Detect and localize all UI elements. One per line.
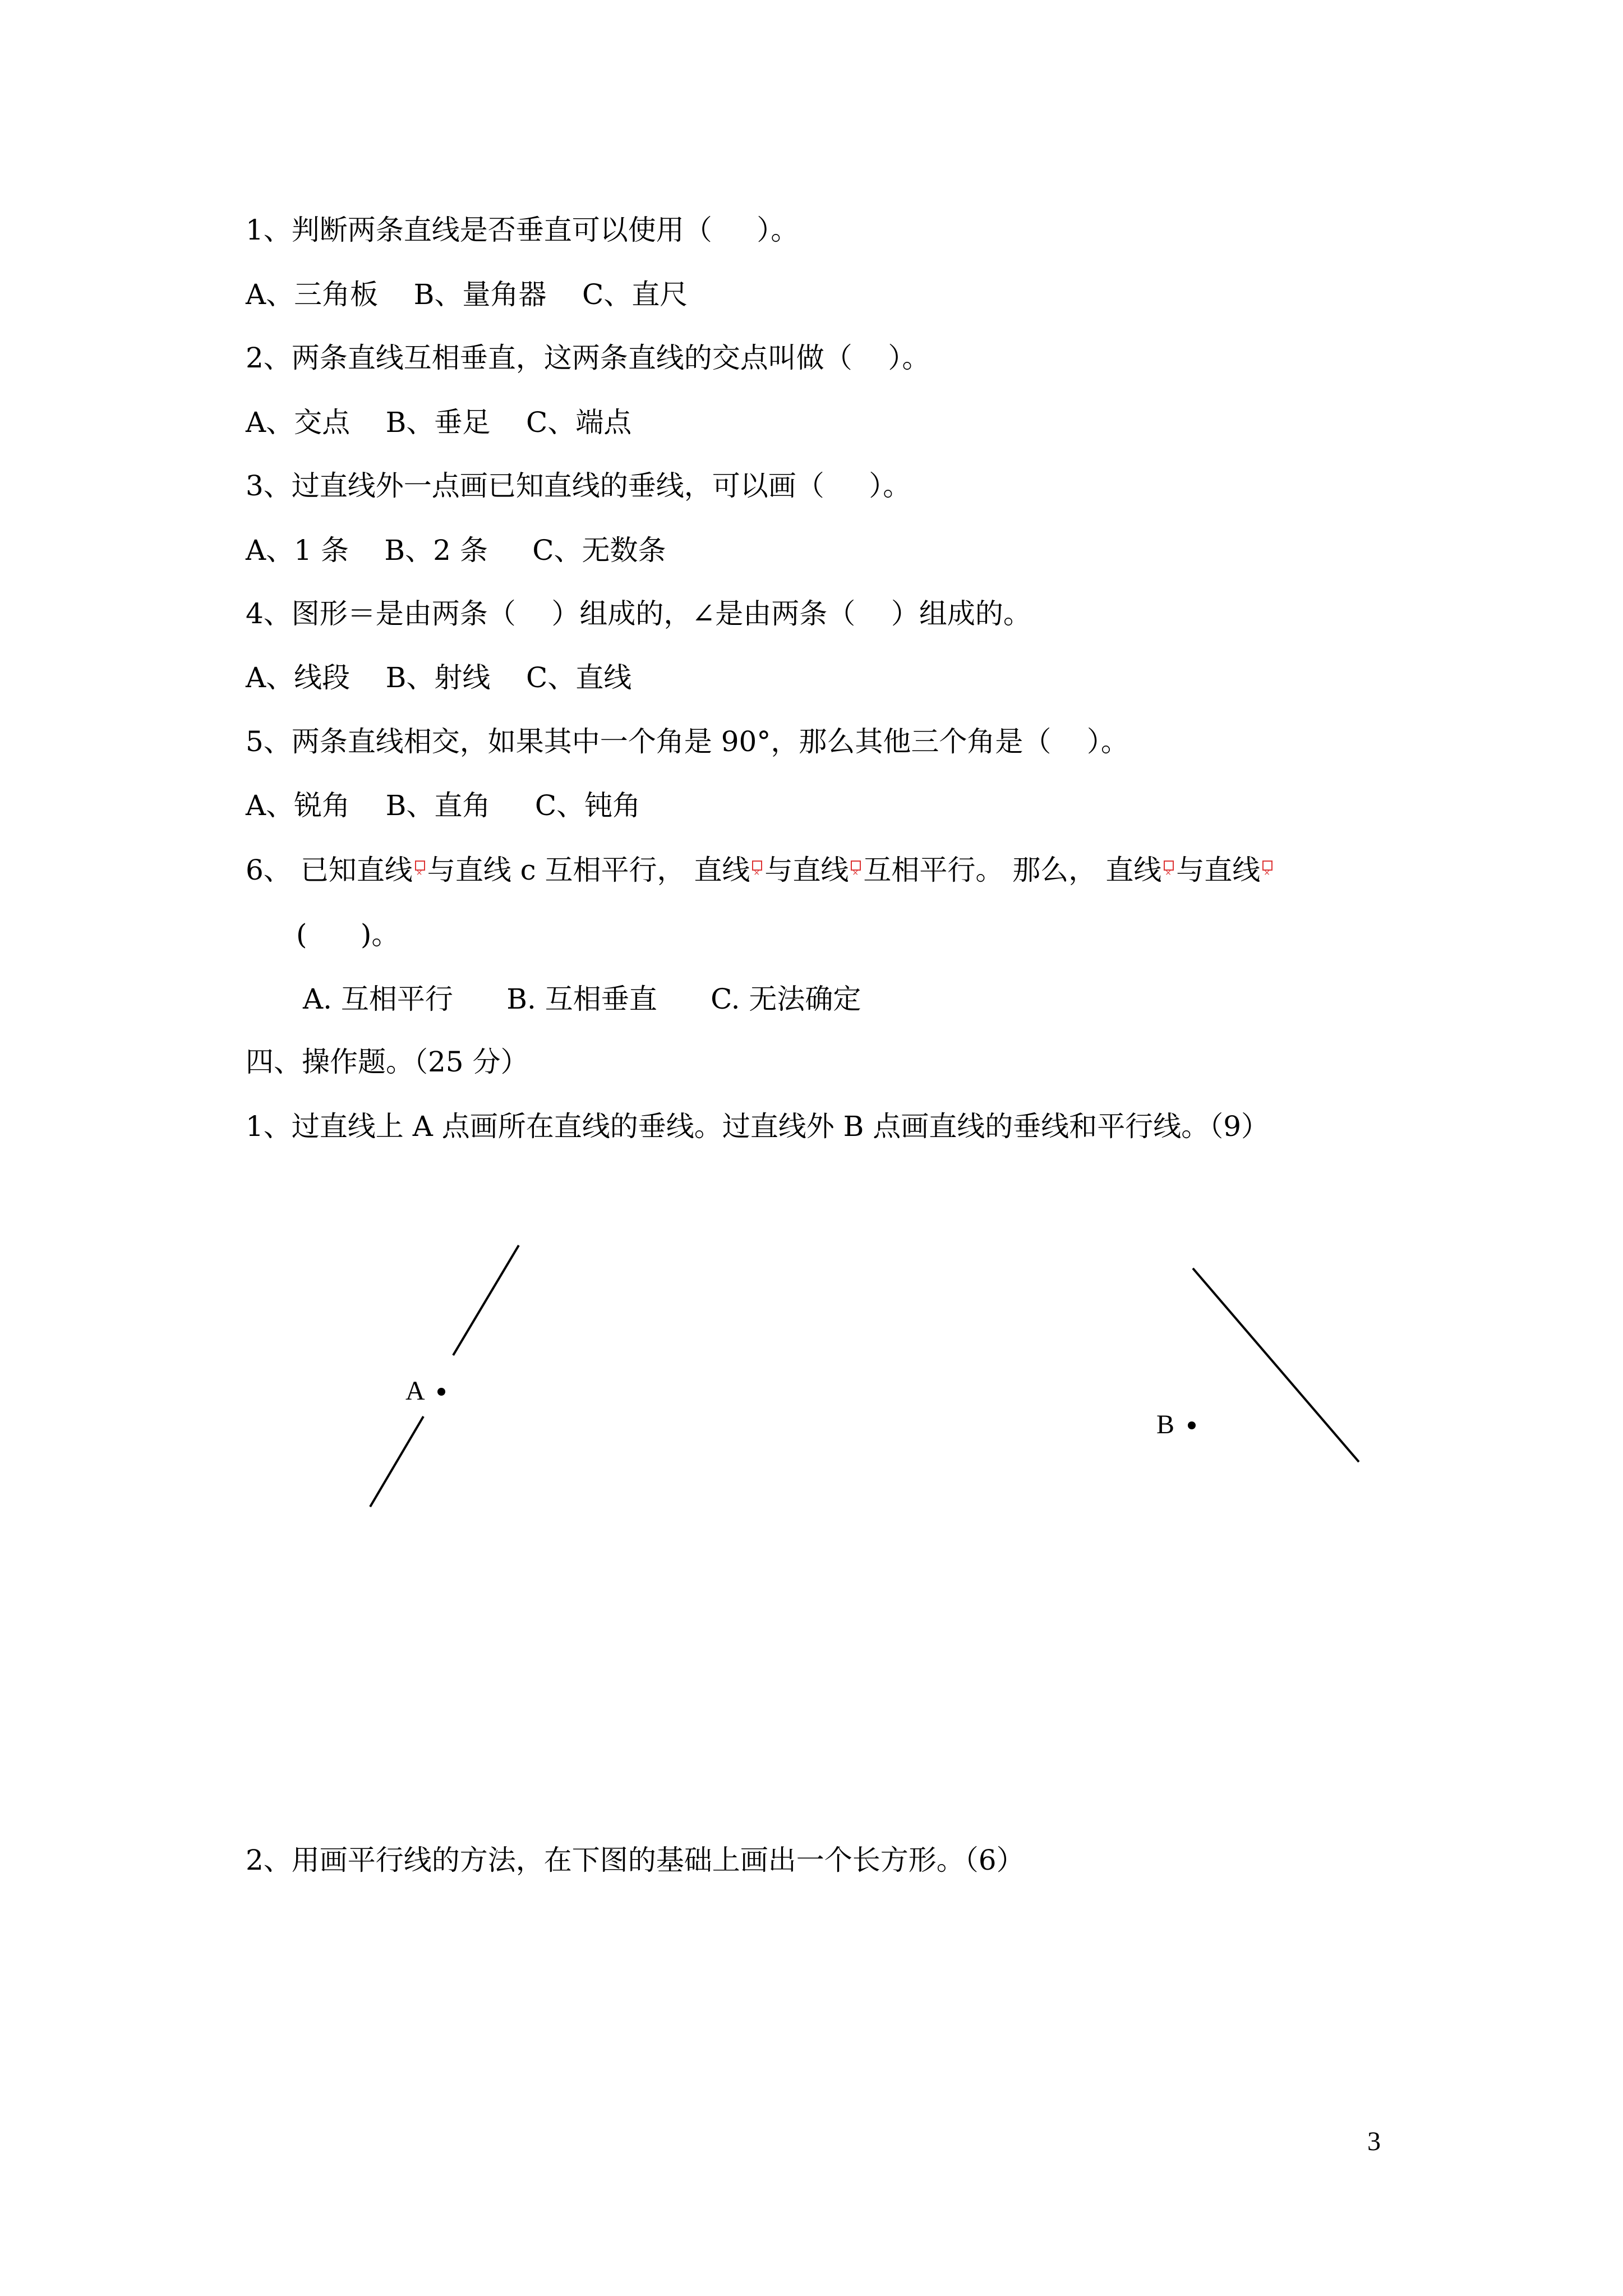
- question-4-stem: 4、图形＝是由两条（ ）组成的，∠是由两条（ ）组成的。: [246, 597, 1031, 630]
- operation-2-text: 2、用画平行线的方法，在下图的基础上画出一个长方形。（6）: [246, 1844, 1025, 1876]
- line-near-b: [1193, 1268, 1359, 1462]
- question-3-stem: 3、过直线外一点画已知直线的垂线，可以画（ ）。: [246, 470, 911, 502]
- question-5-stem: 5、两条直线相交，如果其中一个角是 90°，那么其他三个角是（ ）。: [246, 725, 1129, 758]
- question-6-blank: ( )。: [296, 918, 400, 951]
- question-6-options: A. 互相平行 B. 互相垂直 C. 无法确定: [303, 983, 861, 1015]
- page-number: 3: [1367, 2127, 1381, 2156]
- question-2-stem: 2、两条直线互相垂直，这两条直线的交点叫做（ ）。: [246, 342, 930, 374]
- point-a-dot: [437, 1388, 445, 1396]
- question-1-options: A、三角板 B、量角器 C、直尺: [246, 278, 688, 311]
- q6-part2: 与直线 c 互相平行， 直线: [427, 854, 750, 886]
- q6-part1: 6、 已知直线: [246, 854, 413, 886]
- section-4-title: 四、操作题。（25 分）: [246, 1046, 529, 1078]
- question-3-options: A、1 条 B、2 条 C、无数条: [246, 534, 666, 567]
- line-through-a-upper: [453, 1245, 519, 1355]
- q6-part3: 与直线: [764, 854, 849, 886]
- question-1-stem: 1、判断两条直线是否垂直可以使用（ ）。: [246, 214, 799, 246]
- question-5-options: A、锐角 B、直角 C、钝角: [246, 789, 641, 822]
- question-4-options: A、线段 B、射线 C、直线: [246, 661, 632, 694]
- line-through-a-lower: [370, 1416, 423, 1507]
- q6-part4: 互相平行。 那么， 直线: [863, 854, 1162, 886]
- point-b-label: B: [1156, 1410, 1175, 1439]
- question-2-options: A、交点 B、垂足 C、端点: [246, 406, 632, 439]
- q6-part5: 与直线: [1176, 854, 1261, 886]
- operation-1-text: 1、过直线上 A 点画所在直线的垂线。过直线外 B 点画直线的垂线和平行线。（9）: [246, 1110, 1270, 1143]
- point-a-label: A: [405, 1376, 425, 1406]
- point-b-dot: [1188, 1421, 1196, 1429]
